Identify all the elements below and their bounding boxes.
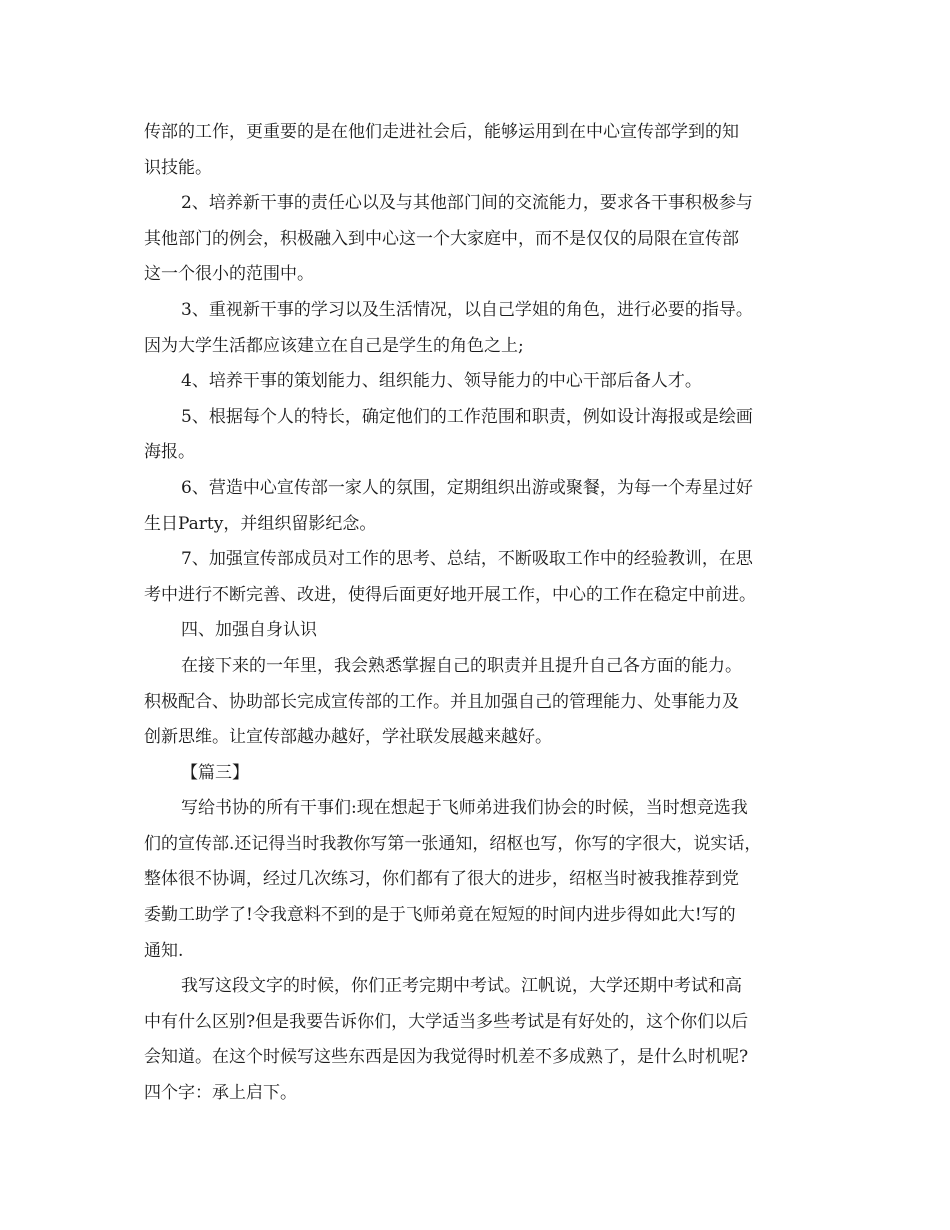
text-line: 委勤工助学了!令我意料不到的是于飞师弟竟在短短的时间内进步得如此大!写的: [144, 905, 736, 926]
text-line: 在接下来的一年里，我会熟悉掌握自己的职责并且提升自己各方面的能力。: [181, 655, 742, 676]
text-line: 7、加强宣传部成员对工作的思考、总结，不断吸取工作中的经验教训，在思: [181, 549, 753, 570]
text-line: 这一个很小的范围中。: [144, 264, 314, 285]
text-line: 通知.: [144, 940, 184, 961]
text-line: 因为大学生活都应该建立在自己是学生的角色之上;: [144, 335, 524, 356]
text-line: 们的宣传部.还记得当时我教你写第一张通知，绍枢也写，你写的字很大，说实话，: [144, 833, 762, 854]
text-line: 6、营造中心宣传部一家人的氛围，定期组织出游或聚餐，为每一个寿星过好: [181, 477, 753, 498]
text-line: 写给书协的所有干事们:现在想起于飞师弟进我们协会的时候，当时想竞选我: [181, 798, 748, 819]
text-line: 四个字：承上启下。: [144, 1083, 297, 1104]
text-line: 整体很不协调，经过几次练习，你们都有了很大的进步，绍枢当时被我推荐到党: [144, 869, 739, 890]
text-line: 我写这段文字的时候，你们正考完期中考试。江帆说，大学还期中考试和高: [181, 976, 742, 997]
text-line: 5、根据每个人的特长，确定他们的工作范围和职责，例如设计海报或是绘画: [181, 406, 753, 427]
text-line: 4、培养干事的策划能力、组织能力、领导能力的中心干部后备人才。: [181, 371, 702, 392]
text-line: 创新思维。让宣传部越办越好，学社联发展越来越好。: [144, 727, 552, 748]
text-line: 积极配合、协助部长完成宣传部的工作。并且加强自己的管理能力、处事能力及: [144, 691, 739, 712]
text-line: 中有什么区别?但是我要告诉你们，大学适当多些考试是有好处的，这个你们以后: [144, 1011, 749, 1032]
text-line: 其他部门的例会，积极融入到中心这一个大家庭中，而不是仅仅的局限在宣传部: [144, 228, 739, 249]
text-line: 2、培养新干事的责任心以及与其他部门间的交流能力，要求各干事积极参与: [181, 193, 753, 214]
text-line: 四、加强自身认识: [181, 620, 317, 641]
text-line: 3、重视新干事的学习以及生活情况，以自己学姐的角色，进行必要的指导。: [181, 299, 753, 320]
document-body: [144, 115, 824, 1112]
text-line: 识技能。: [144, 157, 212, 178]
text-line: 会知道。在这个时候写这些东西是因为我觉得时机差不多成熟了，是什么时机呢?: [144, 1047, 749, 1068]
text-line: 【篇三】: [181, 762, 249, 783]
text-line: 海报。: [144, 442, 195, 463]
text-line: 考中进行不断完善、改进，使得后面更好地开展工作，中心的工作在稳定中前进。: [144, 584, 756, 605]
text-line: 生日Party，并组织留影纪念。: [144, 513, 377, 534]
text-line: 传部的工作，更重要的是在他们走进社会后，能够运用到在中心宣传部学到的知: [144, 122, 739, 142]
